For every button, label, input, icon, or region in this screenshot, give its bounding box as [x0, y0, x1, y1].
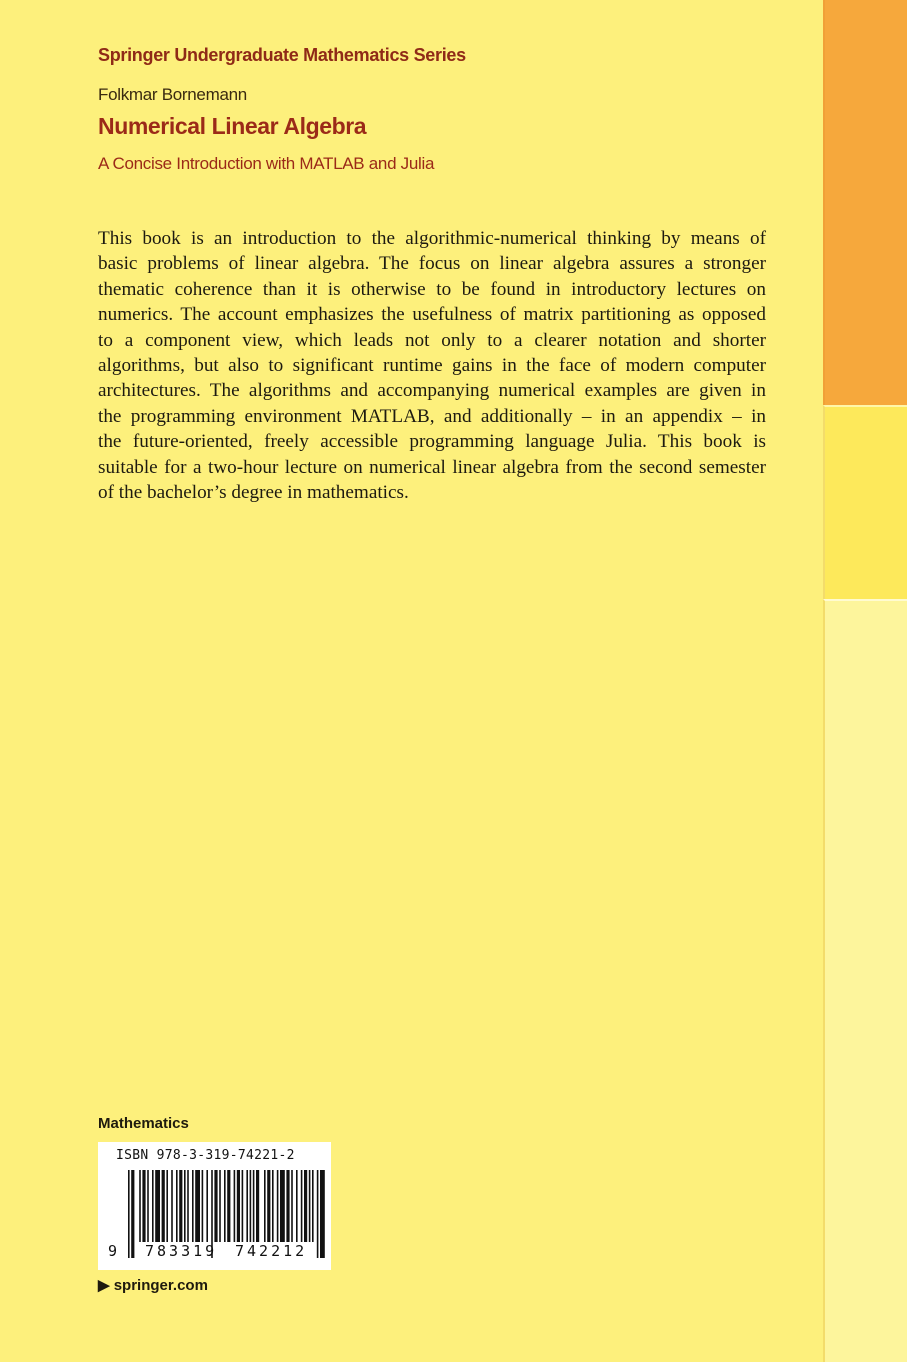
barcode-bar	[128, 1170, 130, 1258]
isbn-text: ISBN 978-3-319-74221-2	[116, 1148, 295, 1163]
blurb-line: thematic coherence than it is otherwise to be found in introductory lectures on	[98, 278, 766, 300]
barcode-bar	[286, 1170, 289, 1242]
website-text: springer.com	[113, 1277, 208, 1294]
barcode-digit-first: 9	[108, 1242, 118, 1260]
blurb-line: the future-oriented, freely accessible programming language Julia. This book is	[98, 431, 766, 453]
barcode-bar	[301, 1170, 303, 1242]
blurb-line: basic problems of linear algebra. The focus on linear algebra assures a stronger	[98, 253, 766, 275]
barcode-bar	[250, 1170, 252, 1242]
barcode-bar	[176, 1170, 178, 1242]
barcode-bar	[227, 1170, 230, 1242]
barcode-bar	[304, 1170, 307, 1242]
barcode-bar	[184, 1170, 186, 1242]
barcode-bar	[152, 1170, 154, 1242]
blurb	[98, 226, 766, 505]
spine-strip-yellow	[823, 405, 907, 599]
category-label: Mathematics	[98, 1115, 189, 1132]
blurb-line: the programming environment MATLAB, and additionally – in an appendix – in	[98, 405, 766, 427]
barcode-bar	[234, 1170, 236, 1242]
barcode-bar	[147, 1170, 149, 1242]
barcode-bar	[179, 1170, 182, 1242]
barcode-bar	[312, 1170, 314, 1242]
barcode-bar	[264, 1170, 266, 1242]
spine-strip-pale	[823, 599, 907, 1362]
barcode-bar	[142, 1170, 145, 1242]
isbn-barcode	[98, 1142, 331, 1270]
blurb-line: suitable for a two-hour lecture on numerical linear algebra from the second semester	[98, 456, 766, 478]
barcode-bar	[139, 1170, 141, 1242]
barcode-bar	[166, 1170, 168, 1242]
barcode-bar	[162, 1170, 165, 1242]
barcode-bar	[192, 1170, 194, 1242]
barcode-bar	[267, 1170, 270, 1242]
barcode-bar	[320, 1170, 325, 1258]
barcode-bar	[202, 1170, 204, 1242]
barcode-bar	[253, 1170, 255, 1242]
arrow-right-icon: ▶	[98, 1277, 110, 1294]
barcode-bar	[206, 1170, 208, 1242]
barcode-digits-right: 742212	[235, 1242, 308, 1260]
book-title: Numerical Linear Algebra	[98, 113, 367, 139]
barcode-bar	[131, 1170, 134, 1258]
barcode-bar	[171, 1170, 173, 1242]
barcode-bar	[214, 1170, 217, 1242]
blurb-line: numerics. The account emphasizes the usefulness of matrix partitioning as opposed	[98, 304, 766, 326]
barcode-bar	[256, 1170, 259, 1242]
author: Folkmar Bornemann	[98, 85, 247, 104]
barcode-bar	[291, 1170, 293, 1242]
barcode-bar	[296, 1170, 298, 1242]
barcode-bar	[277, 1170, 279, 1242]
barcode-bar	[242, 1170, 244, 1242]
barcode-bar	[309, 1170, 311, 1242]
website-link[interactable]	[98, 1276, 208, 1294]
barcode-bar	[224, 1170, 226, 1242]
series-name: Springer Undergraduate Mathematics Series	[98, 45, 466, 65]
barcode-bar	[246, 1170, 248, 1242]
blurb-line: to a component view, which leads not only to a clearer notation and shorter	[98, 329, 766, 351]
blurb-line: of the bachelor’s degree in mathematics.	[98, 481, 409, 503]
blurb-line: This book is an introduction to the algorithmic-numerical thinking by means of	[98, 228, 766, 249]
barcode-bar	[272, 1170, 274, 1242]
barcode-digits-left: 783319	[145, 1242, 218, 1260]
blurb-line: architectures. The algorithms and accompanying numerical examples are given in	[98, 380, 766, 402]
barcode-bar	[237, 1170, 240, 1242]
barcode-bar	[317, 1170, 319, 1258]
barcode-bar	[187, 1170, 189, 1242]
blurb-line: algorithms, but also to significant runtime gains in the face of modern computer	[98, 354, 766, 376]
spine-strip-orange	[823, 0, 907, 405]
barcode-bar	[155, 1170, 160, 1242]
barcode-bar	[219, 1170, 221, 1242]
barcode-bar	[280, 1170, 285, 1242]
book-subtitle: A Concise Introduction with MATLAB and Julia	[98, 154, 435, 173]
barcode-bar	[195, 1170, 200, 1242]
